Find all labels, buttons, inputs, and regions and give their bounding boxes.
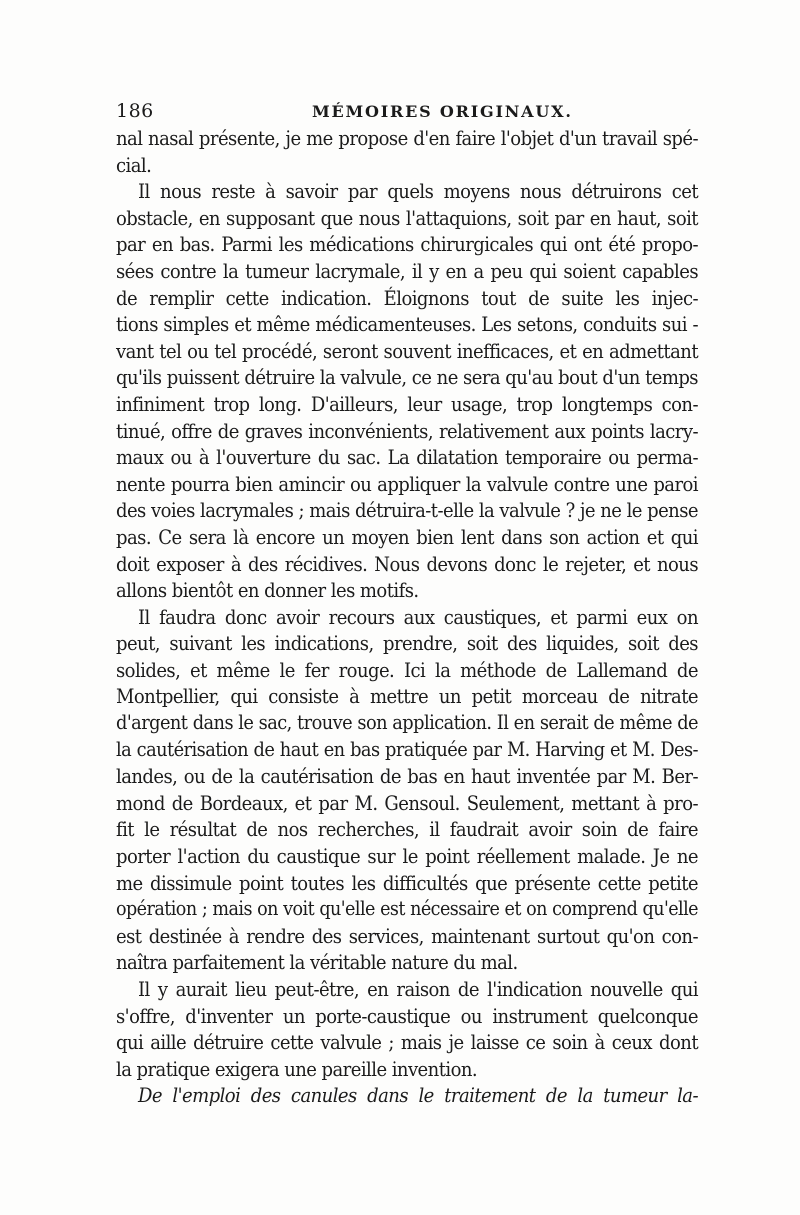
- text-line: s'offre, d'inventer un porte-caustique ou instrument quelconque: [116, 1003, 698, 1028]
- text-line: peut, suivant les indications, prendre, soit des liquides, soit des: [116, 631, 698, 656]
- text-line: qu'ils puissent détruire la valvule, ce ne sera qu'au bout d'un temps: [116, 365, 698, 390]
- text-line: Montpellier, qui consiste à mettre un petit morceau de nitrate: [116, 684, 698, 709]
- text-line: fit le résultat de nos recherches, il faudrait avoir soin de faire: [116, 817, 698, 842]
- text-line: tions simples et même médicamenteuses. Les setons, conduits sui -: [116, 312, 698, 337]
- text-line: opération ; mais on voit qu'elle est nécessaire et on comprend qu'elle: [116, 897, 698, 921]
- section-heading-line: De l'emploi des canules dans le traitement de la tumeur la-: [138, 1083, 698, 1108]
- text-line: Il nous reste à savoir par quels moyens nous détruirons cet: [138, 179, 698, 204]
- text-line: d'argent dans le sac, trouve son application. Il en serait de même de: [116, 711, 698, 735]
- text-line: naîtra parfaitement la véritable nature du mal.: [116, 950, 518, 975]
- text-line: solides, et même le fer rouge. Ici la méthode de Lallemand de: [116, 657, 698, 682]
- text-line: nente pourra bien amincir ou appliquer la valvule contre une paroi: [116, 471, 698, 496]
- text-line: cial.: [116, 152, 152, 177]
- text-line: est destinée à rendre des services, maintenant surtout qu'on con-: [116, 923, 698, 948]
- text-line: tinué, offre de graves inconvénients, relativement aux points lacry-: [116, 418, 698, 443]
- text-line: qui aille détruire cette valvule ; mais je laisse ce soin à ceux dont: [116, 1030, 698, 1055]
- page-number: 186: [116, 100, 154, 122]
- text-line: mond de Bordeaux, et par M. Gensoul. Seulement, mettant à pro-: [116, 790, 698, 815]
- text-line: landes, ou de la cautérisation de bas en haut inventée par M. Ber-: [116, 764, 698, 789]
- text-line: obstacle, en supposant que nous l'attaquions, soit par en haut, soit: [116, 205, 698, 230]
- text-line: nal nasal présente, je me propose d'en faire l'objet d'un travail spé-: [116, 126, 698, 150]
- text-line: infiniment trop long. D'ailleurs, leur usage, trop longtemps con-: [116, 391, 698, 416]
- text-line: de remplir cette indication. Éloignons tout de suite les injec-: [116, 285, 698, 310]
- text-line: la cautérisation de haut en bas pratiquée par M. Harving et M. Des-: [116, 737, 698, 761]
- text-line: sées contre la tumeur lacrymale, il y en a peu qui soient capables: [116, 258, 698, 283]
- page-header: [116, 96, 698, 126]
- text-line: la pratique exigera une pareille invention.: [116, 1056, 478, 1081]
- text-line: Il y aurait lieu peut-être, en raison de l'indication nouvelle qui: [138, 977, 698, 1001]
- text-line: maux ou à l'ouverture du sac. La dilatation temporaire ou perma-: [116, 445, 698, 470]
- body-text: [116, 125, 698, 1109]
- text-line: des voies lacrymales ; mais détruira-t-elle la valvule ? je ne le pense: [116, 498, 698, 523]
- text-line: pas. Ce sera là encore un moyen bien lent dans son action et qui: [116, 524, 698, 549]
- text-line: Il faudra donc avoir recours aux caustiques, et parmi eux on: [138, 604, 698, 629]
- text-line: allons bientôt en donner les motifs.: [116, 578, 419, 603]
- running-title: MÉMOIRES ORIGINAUX.: [312, 102, 573, 121]
- text-line: porter l'action du caustique sur le point réellement malade. Je ne: [116, 844, 698, 869]
- text-line: vant tel ou tel procédé, seront souvent inefficaces, et en admettant: [116, 338, 698, 363]
- text-line: par en bas. Parmi les médications chirurgicales qui ont été propo-: [116, 232, 698, 257]
- text-line: doit exposer à des récidives. Nous devons donc le rejeter, et nous: [116, 551, 698, 576]
- text-line: me dissimule point toutes les difficultés que présente cette petite: [116, 870, 698, 895]
